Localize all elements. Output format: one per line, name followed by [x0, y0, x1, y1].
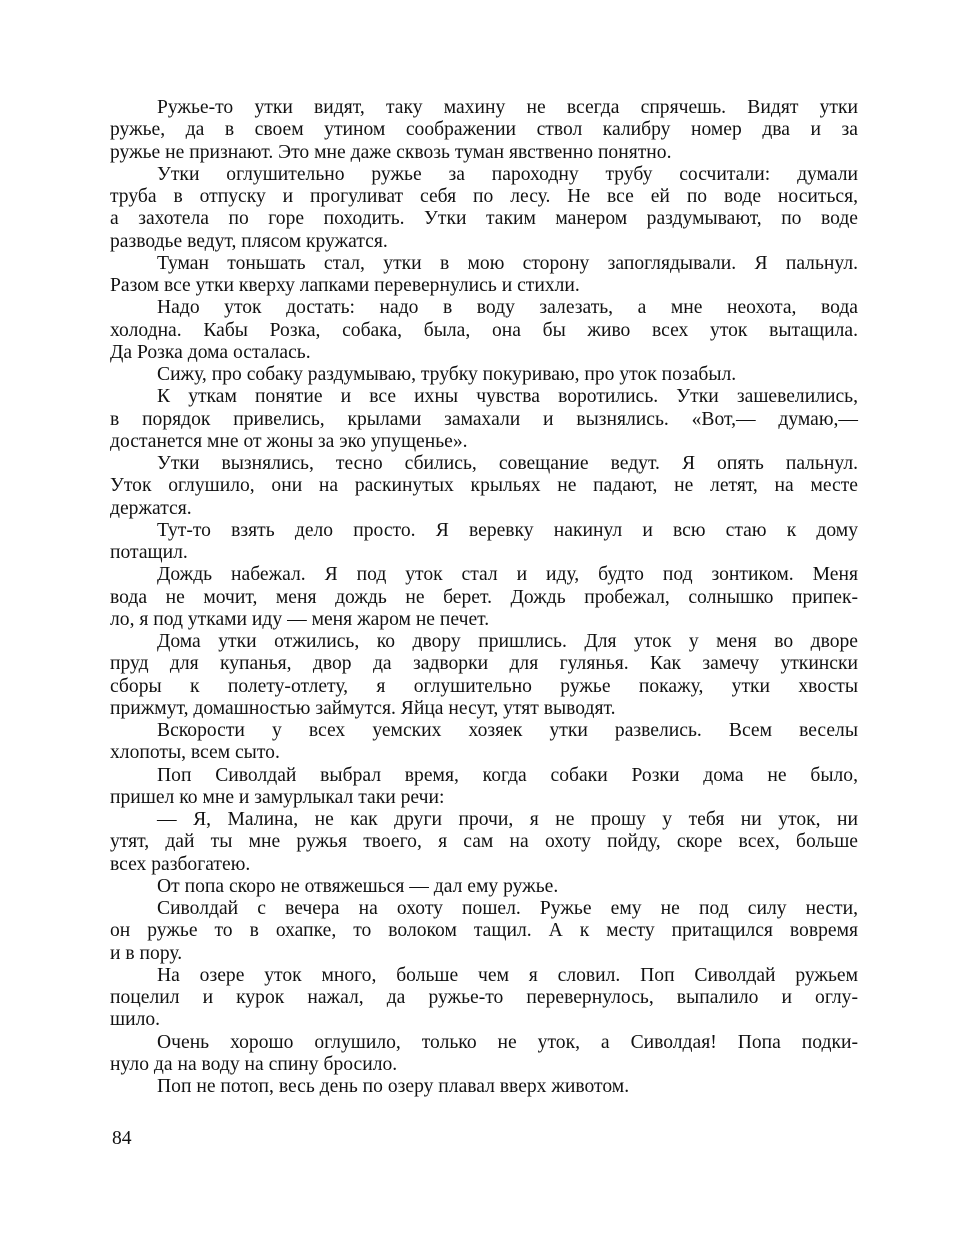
text-line: прижмут, домашностью займутся. Яйца несут, утят выводят. [110, 697, 616, 719]
text-line: Сиволдай с вечера на охоту пошел. Ружье ему не под силу нести, [157, 898, 858, 919]
text-line: держатся. [110, 497, 192, 519]
text-line: всех разбогатею. [110, 853, 251, 875]
paragraph [110, 1076, 858, 1098]
paragraph [110, 164, 858, 253]
text-line: ло, я под утками иду — меня жаром не печет. [110, 608, 490, 630]
paragraph [110, 898, 858, 965]
text-line: Ружье-то утки видят, таку махину не всегда спрячешь. Видят утки [157, 97, 858, 118]
text-line: в порядок привелись, крылами замахали и вызнялись. «Вот,— думаю,— [110, 408, 858, 430]
text-line: Поп не потоп, весь день по озеру плавал вверх животом. [157, 1076, 630, 1097]
text-line: вода не мочит, меня дождь не берет. Дождь пробежал, солнышко припек- [110, 586, 858, 608]
text-line: Разом все утки кверху лапками перевернулись и стихли. [110, 275, 580, 296]
paragraph [110, 631, 858, 720]
paragraph [110, 564, 858, 631]
paragraph [110, 876, 858, 898]
text-line: — Я, Малина, не как други прочи, я не прошу у тебя ни уток, ни [157, 809, 858, 830]
text-line: Дождь набежал. Я под уток стал и иду, будто под зонтиком. Меня [157, 564, 858, 586]
text-line: а захотела по горе походить. Утки таким манером раздумывают, по воде [110, 208, 858, 230]
text-line: потащил. [110, 542, 188, 563]
text-line: и в пору. [110, 942, 183, 964]
text-line: пришел ко мне и замурлыкал таки речи: [110, 786, 445, 808]
text-line: Утки оглушительно ружье за пароходну трубу сосчитали: думали [157, 163, 858, 185]
text-line: он ружье то в охапке, то волоком тащил. А к месту притащился вовремя [110, 920, 858, 942]
text-line: холодна. Кабы Розка, собака, была, она бы живо всех уток вытащила. [110, 319, 858, 341]
text-line: На озере уток много, больше чем я словил. Поп Сиволдай ружьем [157, 964, 858, 986]
paragraph [110, 765, 858, 810]
text-line: Тут-то взять дело просто. Я веревку накинул и всю стаю к дому [157, 519, 858, 541]
paragraph [110, 809, 858, 876]
text-line: нуло да на воду на спину бросило. [110, 1053, 398, 1075]
text-line: ружье, да в своем утином соображении ствол калибру номер два и за [110, 119, 858, 141]
text-line: Утки вызнялись, тесно сбились, совещание ведут. Я опять пальнул. [157, 453, 858, 474]
paragraph [110, 520, 858, 565]
text-line: труба в отпуску и прогуливат себя по лесу. Не все ей по воде носиться, [110, 186, 858, 207]
text-line: утят, дай ты мне ружья твоего, я сам на охоту пойду, скоре всех, больше [110, 831, 858, 853]
text-line: Надо уток достать: надо в воду залезать, а мне неохота, вода [157, 297, 858, 319]
paragraph [110, 965, 858, 1032]
text-line: пруд для купанья, двор да задворки для гулянья. Как замечу уткински [110, 653, 858, 675]
text-line: Сижу, про собаку раздумываю, трубку покуриваю, про уток позабыл. [157, 364, 737, 385]
paragraph [110, 386, 858, 453]
text-line: От попа скоро не отвяжешься — дал ему ружье. [157, 875, 559, 897]
text-line: К уткам понятие и все ихны чувства воротились. Утки зашевелились, [157, 386, 858, 408]
text-line: сборы к полету-отлету, я оглушительно ружье покажу, утки хвосты [110, 675, 858, 697]
paragraph [110, 1032, 858, 1077]
page-number: 84 [112, 1128, 132, 1149]
paragraph [110, 364, 858, 386]
text-line: ружье не признают. Это мне даже сквозь туман явственно понятно. [110, 141, 672, 163]
text-line: Вскорости у всех уемских хозяек утки развелись. Всем веселы [157, 720, 858, 741]
text-line: поцелил и курок нажал, да ружье-то перевернулось, выпалило и оглу- [110, 987, 858, 1008]
paragraph [110, 253, 858, 298]
text-line: Дома утки отжились, ко двору пришлись. Для уток у меня во дворе [157, 631, 858, 652]
text-line: Туман тоньшать стал, утки в мою сторону запоглядывали. Я пальнул. [157, 252, 858, 274]
text-line: Очень хорошо оглушило, только не уток, а Сиволдая! Попа подки- [157, 1031, 858, 1053]
text-line: разводье ведут, плясом кружатся. [110, 230, 388, 252]
text-line: Поп Сиволдай выбрал время, когда собаки Розки дома не было, [157, 764, 858, 786]
text-line: достанется мне от жоны за эко упущенье». [110, 430, 468, 452]
text-line: хлопоты, всем сыто. [110, 742, 280, 764]
paragraph [110, 97, 858, 164]
paragraph [110, 720, 858, 765]
text-line: Уток оглушило, они на раскинутых крыльях не падают, не летят, на месте [110, 475, 858, 497]
paragraph [110, 453, 858, 520]
text-line: шило. [110, 1009, 161, 1031]
body-text [110, 97, 858, 1098]
paragraph [110, 297, 858, 364]
text-line: Да Розка дома осталась. [110, 341, 311, 363]
